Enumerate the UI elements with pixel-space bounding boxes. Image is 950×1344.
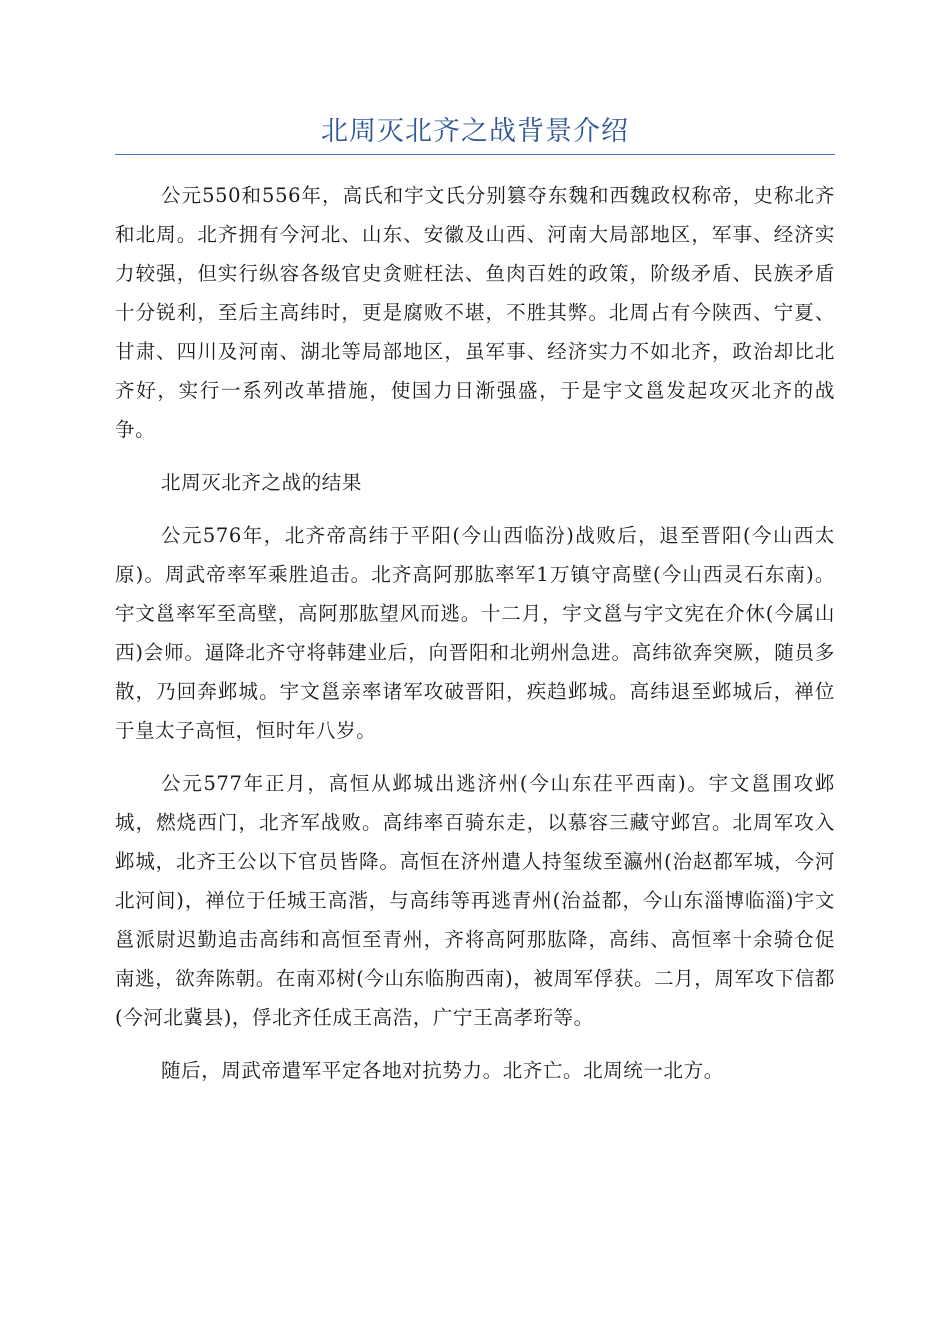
paragraph-background: 公元550和556年，高氏和宇文氏分别篡夺东魏和西魏政权称帝，史称北齐和北周。北齐拥有今河北、山东、安徽及山西、河南大局部地区，军事、经济实力较强，但实行纵容各级官史贪赃枉法、鱼肉百姓的政策，阶级矛盾、民族矛盾十分锐利，至后主高纬时，更是腐败不堪，不胜其弊。北周占有今陕西、宁夏、甘肃、四川及河南、湖北等局部地区，虽军事、经济实力不如北齐，政治却比北齐好，实行一系列改革措施，使国力日渐强盛，于是宇文邕发起攻灭北齐的战争。 xyxy=(115,184,835,441)
paragraph-576: 公元576年，北齐帝高纬于平阳(今山西临汾)战败后，退至晋阳(今山西太原)。周武帝率军乘胜追击。北齐高阿那肱率军1万镇守高壁(今山西灵石东南)。宇文邕率军至高壁，高阿那肱望风而逃。十二月，宇文邕与宇文宪在介休(今属山西)会师。逼降北齐守将韩建业后，向晋阳和北朔州急进。高纬欲奔突厥，随员多散，乃回奔邺城。宇文邕亲率诸军攻破晋阳，疾趋邺城。高纬退至邺城后，禅位于皇太子高恒，恒时年八岁。 xyxy=(115,524,835,742)
document-title: 北周灭北齐之战背景介绍 xyxy=(321,116,629,147)
paragraph-conclusion: 随后，周武帝遣军平定各地对抗势力。北齐亡。北周统一北方。 xyxy=(161,1059,724,1082)
title-underline xyxy=(115,154,835,155)
document-body xyxy=(115,176,835,1104)
section-heading-result: 北周灭北齐之战的结果 xyxy=(161,471,363,494)
paragraph-577: 公元577年正月，高恒从邺城出逃济州(今山东茌平西南)。宇文邕围攻邺城，燃烧西门，北齐军战败。高纬率百骑东走，以慕容三藏守邺宫。北周军攻入邺城，北齐王公以下官员皆降。高恒在济州遣人持玺绂至瀛州(治赵都军城，今河北河间)，禅位于任城王高湝，与高纬等再逃青州(治益都，今山东淄博临淄)宇文邕派尉迟勤追击高纬和高恒至青州，齐将高阿那肱降，高纬、高恒率十余骑仓促南逃，欲奔陈朝。在南邓树(今山东临朐西南)，被周军俘获。二月，周军攻下信都(今河北冀县)，俘北齐任成王高浩，广宁王高孝珩等。 xyxy=(115,772,835,1029)
